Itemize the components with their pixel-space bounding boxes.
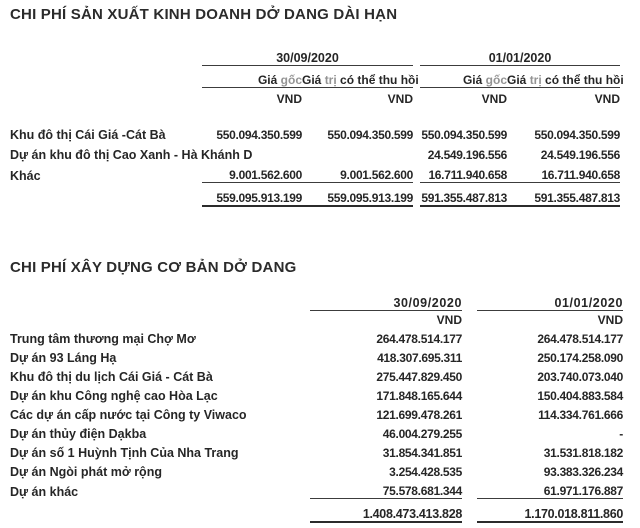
- total-cell: 591.355.487.813: [420, 183, 507, 207]
- table-row: [10, 365, 623, 384]
- unit-cell: VND: [594, 92, 620, 106]
- total-row: [10, 183, 620, 207]
- row-label: Dự án khu Công nghệ cao Hòa Lạc: [10, 389, 218, 403]
- value-cell: 24.549.196.556: [427, 148, 507, 162]
- row-label: Khác: [10, 168, 41, 183]
- longterm-wip-table: [10, 45, 624, 207]
- value-cell: 31.531.818.182: [543, 446, 623, 460]
- table-row: [10, 346, 623, 365]
- row-label: Dự án Ngòi phát mở rộng: [10, 465, 162, 479]
- col-header-recoverable: Giá trị có thể thu hồi: [302, 66, 413, 88]
- row-label: Dự án 93 Láng Hạ: [10, 351, 117, 365]
- value-cell: 150.404.883.584: [537, 389, 623, 403]
- section-title-longterm-wip: CHI PHÍ SẢN XUẤT KINH DOANH DỞ DANG DÀI HẠN: [10, 6, 398, 23]
- row-label: Dự án thủy điện Dạkba: [10, 427, 147, 441]
- value-cell: 93.383.326.234: [543, 465, 623, 479]
- table-row: [10, 479, 623, 499]
- value-cell: 9.001.562.600: [302, 162, 413, 183]
- value-cell: 9.001.562.600: [202, 162, 302, 183]
- table-row: [10, 403, 623, 422]
- row-label: Dự án số 1 Huỳnh Tịnh Của Nha Trang: [10, 446, 239, 460]
- value-cell: 46.004.279.255: [382, 427, 462, 441]
- row-label: Dự án khác: [10, 484, 79, 499]
- value-cell: 550.094.350.599: [327, 128, 413, 142]
- construction-in-progress-table: [10, 292, 623, 523]
- value-cell: 16.711.940.658: [507, 162, 620, 183]
- unit-cell: VND: [276, 92, 302, 106]
- value-cell: 264.478.514.177: [376, 332, 462, 346]
- total-cell: 1.170.018.811.860: [477, 499, 623, 523]
- value-cell: 61.971.176.887: [477, 479, 623, 499]
- table-row: [10, 384, 623, 403]
- unit-row: [10, 311, 623, 328]
- total-cell: 559.095.913.199: [202, 183, 302, 207]
- value-cell: 250.174.258.090: [537, 351, 623, 365]
- value-cell: 275.447.829.450: [376, 370, 462, 384]
- total-cell: 591.355.487.813: [507, 183, 620, 207]
- period-header: 30/09/2020: [202, 45, 413, 66]
- total-cell: 559.095.913.199: [302, 183, 413, 207]
- value-cell: 3.254.428.535: [389, 465, 462, 479]
- table-row: [10, 441, 623, 460]
- total-cell: 1.408.473.413.828: [310, 499, 462, 523]
- value-cell: 114.334.761.666: [538, 408, 623, 422]
- col-header-recoverable: Giá trị có thể thu hồi: [507, 66, 620, 88]
- unit-cell: VND: [597, 313, 623, 327]
- col-header-cost: Giá gốc: [420, 66, 507, 88]
- value-cell: 264.478.514.177: [537, 332, 623, 346]
- value-cell: 121.699.478.261: [376, 408, 462, 422]
- period-header-row: [10, 292, 623, 311]
- period-header-row: [10, 45, 620, 66]
- period-header: 01/01/2020: [420, 45, 620, 66]
- row-label: Dự án khu đô thị Cao Xanh - Hà Khánh D: [10, 148, 253, 162]
- table-row: [10, 327, 623, 346]
- row-label: Khu đô thị Cái Giá -Cát Bà: [10, 128, 166, 142]
- table-row: [10, 162, 620, 183]
- unit-row: [10, 88, 620, 107]
- value-cell: 418.307.695.311: [377, 351, 462, 365]
- table-row: [10, 460, 623, 479]
- unit-cell: VND: [481, 92, 507, 106]
- value-cell: 550.094.350.599: [421, 128, 507, 142]
- value-cell: 31.854.341.851: [382, 446, 462, 460]
- table-row: [10, 122, 620, 142]
- value-cell: 550.094.350.599: [216, 128, 302, 142]
- value-cell: 24.549.196.556: [540, 148, 620, 162]
- row-label: Các dự án cấp nước tại Công ty Viwaco: [10, 408, 247, 422]
- unit-cell: VND: [387, 92, 413, 106]
- unit-cell: VND: [436, 313, 462, 327]
- row-label: Khu đô thị du lịch Cái Giá - Cát Bà: [10, 370, 213, 384]
- total-row: [10, 499, 623, 523]
- value-cell: 16.711.940.658: [420, 162, 507, 183]
- col-header-cost: Giá gốc: [202, 66, 302, 88]
- value-cell: 203.740.073.040: [537, 370, 623, 384]
- row-label: Trung tâm thương mại Chợ Mơ: [10, 332, 196, 346]
- period-header: 01/01/2020: [477, 292, 623, 311]
- value-cell: 75.578.681.344: [310, 479, 462, 499]
- section-title-construction-in-progress: CHI PHÍ XÂY DỰNG CƠ BẢN DỞ DANG: [10, 259, 297, 276]
- period-header: 30/09/2020: [310, 292, 462, 311]
- value-cell: 550.094.350.599: [534, 128, 620, 142]
- value-cell: [302, 142, 413, 162]
- table-row: [10, 422, 623, 441]
- value-cell: -: [619, 427, 623, 441]
- value-cell: 171.848.165.644: [376, 389, 462, 403]
- column-header-row: [10, 66, 620, 88]
- table-row: [10, 142, 620, 162]
